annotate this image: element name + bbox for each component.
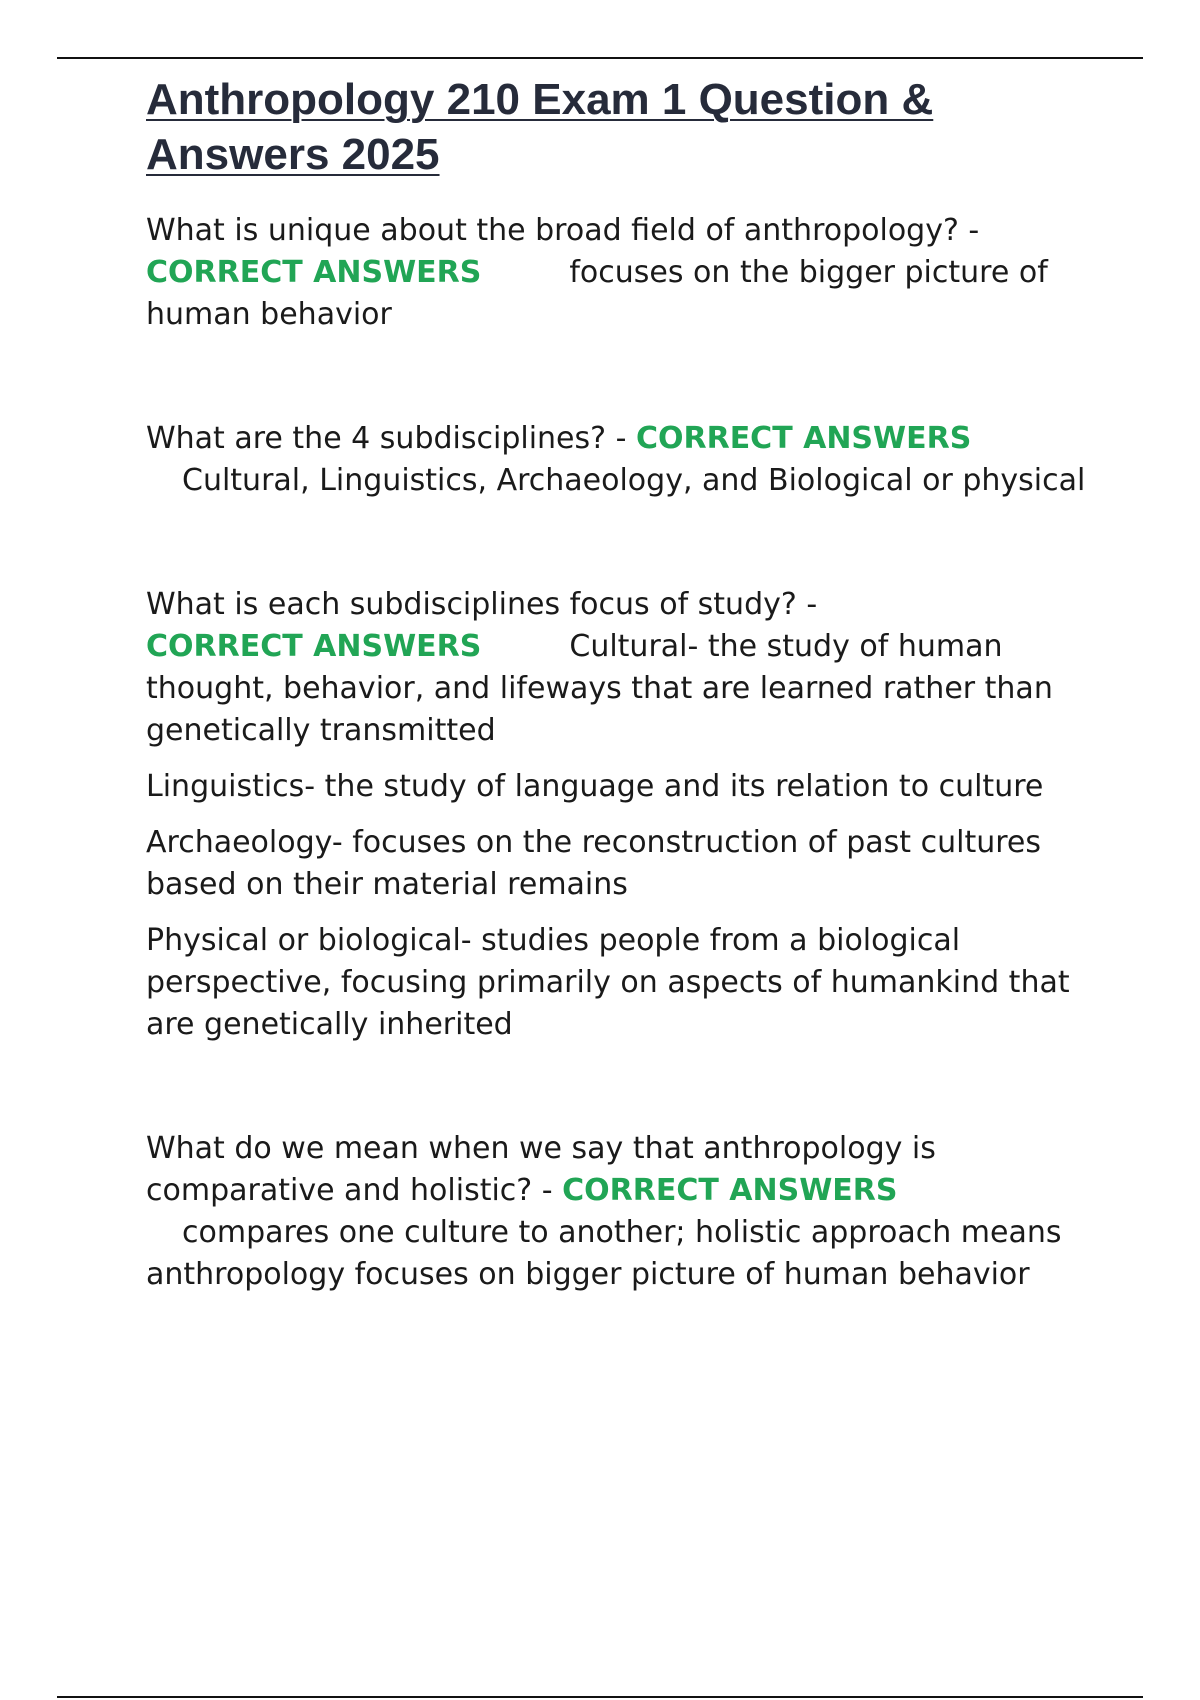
qa-item-3 <box>146 584 1086 752</box>
answer-paragraph-linguistics: Linguistics- the study of language and its relation to culture <box>146 769 1044 804</box>
question-text: What are the 4 subdisciplines? - <box>146 421 636 456</box>
bottom-divider <box>57 1696 1143 1698</box>
correct-answers-label: CORRECT ANSWERS <box>635 421 972 456</box>
qa-item-2 <box>146 418 1086 502</box>
question-text: What do we mean when we say that anthropology is comparative and holistic? - <box>146 1131 936 1208</box>
correct-answers-label: CORRECT ANSWERS <box>146 629 482 664</box>
correct-answers-label: CORRECT ANSWERS <box>562 1173 898 1208</box>
document-title: Anthropology 210 Exam 1 Question & Answers 2025 <box>146 75 934 179</box>
question-text: What is unique about the broad field of anthropology? - <box>146 213 980 248</box>
correct-answers-label: CORRECT ANSWERS <box>146 255 482 290</box>
answer-text: focuses on the bigger picture of human behavior <box>146 255 1048 332</box>
question-text: What is each subdisciplines focus of study? - <box>146 587 818 622</box>
qa-item-1 <box>146 210 1086 336</box>
answer-text: Cultural, Linguistics, Archaeology, and Biological or physical <box>182 463 1086 498</box>
answer-paragraph-archaeology: Archaeology- focuses on the reconstruction of past cultures based on their material remains <box>146 825 1041 902</box>
top-divider <box>57 57 1143 59</box>
answer-text: Cultural- the study of human thought, behavior, and lifeways that are learned rather than genetically transmitted <box>146 629 1053 748</box>
answer-paragraph-biological: Physical or biological- studies people from a biological perspective, focusing primarily on aspects of humankind that are genetically inherited <box>146 923 1070 1042</box>
document-body <box>146 72 1086 1296</box>
qa-item-4 <box>146 1128 1086 1296</box>
answer-text: compares one culture to another; holistic approach means anthropology focuses on bigger picture of human behavior <box>146 1215 1062 1292</box>
